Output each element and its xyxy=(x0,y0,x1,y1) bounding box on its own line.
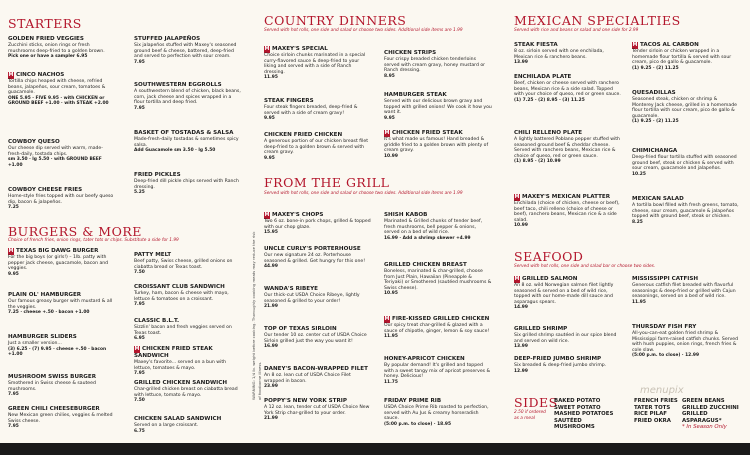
menu-item: CHICKEN FRIED CHICKEN A generous portion of our chicken breast filet deep-fried to a golden brown & served with cream gravy. 9.95 xyxy=(264,132,369,161)
menu-item: FRIED PICKLES Deep-fried dill pickle chips served with Ranch dressing. 5.25 xyxy=(134,172,239,196)
menu-item: M GRILLED SALMON An 8 oz. wild Norwegian salmon filet lightly seasoned & served on a bed of wild rice, topped with our home-made dill sauce and asparagus spears. 14.99 xyxy=(514,276,614,311)
menu-item: M CHICKEN FRIED STEAK It's what made us famous! Hand breaded & griddle fried to a golden brown with plenty of cream gravy. 10.99 xyxy=(384,130,489,159)
menu-item: GRILLED SHRIMP Six grilled shrimp sautéed in our spice blend and served on wild rice. 13.99 xyxy=(514,326,617,350)
sides-footnote: * In Season Only xyxy=(682,424,727,430)
signature-m-icon: M xyxy=(384,130,390,136)
menu-item: BASKET OF TOSTADAS & SALSA Made-fresh-daily tostadas & sometimes spicy salsa. Add Guacamole sm 3.50 · lg 5.50 xyxy=(134,130,239,154)
burgers-subtitle: Choice of french fries, onion rings, tater tots or chips. Substitute a side for 1.99 xyxy=(8,238,179,243)
grill-subtitle: Served with hot rolls, one side and salad or choose two sides. Additional side items are 1.99 xyxy=(264,191,463,196)
burgers-title: BURGERS & MORE xyxy=(8,224,142,239)
menu-item: POPPY'S NEW YORK STRIP A 12 oz. lean, tender cut of USDA Choice New York Strip char-grilled to your order. 21.99 xyxy=(264,398,370,422)
signature-m-icon: M xyxy=(384,316,390,322)
sides-title: SIDES xyxy=(514,395,558,410)
menu-item: M CINCO NACHOS Tortilla chips heaped with cheese, refried beans, jalapeños, sour cream, tomatoes & guacamole. ONE 5.95 · FIVE 9.95 · with CHICKEN or GROUND BEEF +1.00 · with STEAK +2.00 xyxy=(8,72,109,107)
menu-item: GREEN CHILI CHEESEBURGER New Mexican green chilies, veggies & melted Swiss cheese. 7.95 xyxy=(8,406,113,430)
menu-item: MISSISSIPPI CATFISH Generous catfish filet breaded with flavorful seasonings & deep-fried or grilled with Cajun seasonings, served on a bed of wild rice. 11.95 xyxy=(632,276,736,305)
menu-item: CHICKEN SALAD SANDWICH Served on a large croissant. 6.75 xyxy=(134,416,222,434)
menu-item: UNCLE CURLY'S PORTERHOUSE Our new signature 24 oz. Porterhouse seasoned & grilled. Get hungry for this one! 44.99 xyxy=(264,246,366,270)
signature-m-icon: M xyxy=(8,72,14,78)
menu-item: M TEXAS BIG DAWG BURGER For the big boys (or girls!) – 1lb. patty with pepper jack cheese, guacamole, bacon and veggies. 9.95 xyxy=(8,248,109,277)
menu-item: SHISH KABOB Marinated & Grilled chunks of tender beef, fresh mushrooms, bell pepper & onions, served on a bed of wild rice. 16.99 · Add a shrimp skewer +4.99 xyxy=(384,212,483,241)
signature-m-icon: M xyxy=(514,194,520,200)
sides-column: GREEN BEANS GRILLED ZUCCHINI GRILLED ASPARAGUS* * In Season Only xyxy=(682,398,744,431)
menu-item: M TACOS AL CARBON Tender sirloin or chicken wrapped in a homemade flour tortilla & served with sour cream, pico de gallo & guacamole. (1) 9.25 · (2) 11.25 xyxy=(632,42,732,71)
seafood-title: SEAFOOD xyxy=(514,249,584,264)
menu-item: COWBOY CHEESE FRIES Home-style fries topped with our beefy queso dip, bacon & jalapeños. 7.25 xyxy=(8,187,114,211)
menu-item: MUSHROOM SWISS BURGER Smothered in Swiss cheese & sauteed mushrooms. 7.95 xyxy=(8,374,97,398)
menu-item: CROISSANT CLUB SANDWICH Turkey, ham, bacon & cheese with mayo, lettuce & tomatoes on a croissant. 7.95 xyxy=(134,284,229,308)
country-subtitle: Served with hot rolls, one side and salad or choose two sides. Additional side items are 1.99 xyxy=(264,28,463,33)
menu-item: STUFFED JALAPEÑOS Six jalapeños stuffed with Maxey's seasoned ground beef & cheese, battered, deep-fried and served to perfection with sour cream. 7.95 xyxy=(134,36,237,65)
menu-item: M CHICKEN FRIED STEAK SANDWICH Maxey's favorite... served on a bun with lettuce, tomatoes & mayo. 7.95 xyxy=(134,346,227,377)
starters-title: STARTERS xyxy=(8,16,82,31)
menu-item: GOLDEN FRIED VEGGIES Zucchini sticks, onion rings or fresh mushrooms deep-fried to a golden brown. Pick one or have a sampler 6.95 xyxy=(8,36,105,60)
bottom-bar xyxy=(0,443,750,455)
menu-item: STEAK FINGERS Four steak fingers breaded, deep-fried & served with a side of cream gravy! 9.95 xyxy=(264,98,358,122)
menu-item: DEEP-FRIED JUMBO SHRIMP Six breaded & deep-fried jumbo shrimp. 12.99 xyxy=(514,356,607,374)
menu-item: COWBOY QUESO Our cheese dip served with warm, made-fresh-daily, tostada chips. sm 3.50 · lg 5.50 · with GROUND BEEF +1.00 xyxy=(8,139,103,168)
menu-item: M MAXEY'S MEXICAN PLATTER Enchilada (choice of chicken, cheese or beef), beef taco, chili relleno (choice of cheese or beef), ranchero beans, Mexican rice & a side salad. 10.99 xyxy=(514,194,620,229)
menu-item: M FIRE-KISSED GRILLED CHICKEN Our spicy treat char-grilled & glazed with a sauce of chipotle, ginger, lemon & soy sauce! 11.95 xyxy=(384,316,490,340)
menu-item: THURSDAY FISH FRY All-you-can-eat golden fried shrimp & Mississippi farm-raised catfish chunks. Served with hush puppies, onion rings, french fries & cole slaw. (5:00 p.m. to close) · 12.99 xyxy=(632,324,739,359)
menu-item: M MAXEY'S CHOPS Two 6 oz. bone-in pork chops, grilled & topped with our chop glaze. 15.95 xyxy=(264,212,371,236)
menu-item: CHICKEN STRIPS Four crispy breaded chicken tenderloins served with cream gravy, honey mustard or Ranch dressing. 8.95 xyxy=(384,50,486,79)
signature-m-icon: M xyxy=(264,46,270,52)
menu-item: HAMBURGER SLIDERS Just a smaller version... (3) 6.25 · (7) 9.95 · cheese +.50 · bacon +1.00 xyxy=(8,334,107,357)
signature-m-icon: M xyxy=(8,248,14,254)
grill-title: FROM THE GRILL xyxy=(264,175,390,190)
menu-item: PATTY MELT Beef patty, Swiss cheese, grilled onions on ciabatta bread or Texas toast. 7.50 xyxy=(134,252,233,276)
menu-item: GRILLED CHICKEN BREAST Boneless, marinated & char-grilled, choose from Just Plain, Hawaiian (Pineapple & Teriyaki) or Smothered (sautéed mushrooms & Swiss cheese). 10.95 xyxy=(384,262,492,297)
menu-item: DANEY'S BACON-WRAPPED FILET An 8 oz. lean cut of USDA Choice Filet wrapped in bacon. 23.99 xyxy=(264,366,368,390)
sides-column: FRENCH FRIES TATER TOTS RICE PILAF FRIED OKRA xyxy=(634,398,678,424)
menu-item: HAMBURGER STEAK Served with our delicious brown gravy and topped with grilled onions! We cook it how you want it. 9.95 xyxy=(384,92,492,121)
food-safety-warning: WARNING: 1/4 lb. weight before cooking. Thoroughly cooking meats may reduce the risk of foodborne illness. xyxy=(251,231,262,400)
mexican-title: MEXICAN SPECIALTIES xyxy=(514,13,681,28)
menu-item: M MAXEY'S SPECIAL Choice sirloin chunks marinated in a special curry-flavored sauce & deep-fried to your liking and served with a side of Ranch dressing. 11.95 xyxy=(264,46,366,81)
menu-item: MEXICAN SALAD A tortilla bowl filled with fresh greens, tomato, cheese, sour cream, guacamole & jalapeños topped with ground beef, steak or chicken. 8.25 xyxy=(632,196,739,225)
menu-item: GRILLED CHICKEN SANDWICH Char-grilled chicken breast on ciabatta bread with lettuce, tomato & mayo. 7.50 xyxy=(134,380,238,404)
sides-column: BAKED POTATO SWEET POTATO MASHED POTATOES SAUTÉED MUSHROOMS xyxy=(554,398,614,430)
menu-item: QUESADILLAS Seasoned steak, chicken or shrimp & Monterey Jack cheese, grilled in a homemade flour tortilla with sour cream, pico de gallo & guacamole. (1) 9.25 · (2) 11.25 xyxy=(632,90,737,125)
menu-item: CLASSIC B.L.T. Sizzlin' bacon and fresh veggies served on Texas toast. 6.95 xyxy=(134,318,232,342)
signature-m-icon: M xyxy=(632,42,638,48)
signature-m-icon: M xyxy=(134,346,140,352)
menu-item: TOP OF TEXAS SIRLOIN Our tender 10 oz. center cut of USDA Choice Sirloin grilled just the way you want it! 16.99 xyxy=(264,326,367,350)
menu-item: SOUTHWESTERN EGGROLLS A southwestern blend of chicken, black beans, corn, jack cheese and spices wrapped in a flour tortilla and deep fried. 7.95 xyxy=(134,82,241,111)
menu-item: PLAIN OL' HAMBURGER Our famous greasy burger with mustard & all the veggies. 7.25 · cheese +.50 · bacon +1.00 xyxy=(8,292,113,316)
menu-item: CHIMICHANGA Deep-fried flour tortilla stuffed with seasoned ground beef, steak or chicken & served with sour cream, guacamole and jalapeños. 10.25 xyxy=(632,148,737,177)
signature-m-icon: M xyxy=(514,276,520,282)
menu-item: HONEY-APRICOT CHICKEN By popular demand! It's grilled and topped with a sweet tangy mix of apricot preserves & honey. Delicious! 11.75 xyxy=(384,356,491,385)
menu-item: ENCHILADA PLATE Beef, chicken or cheese served with ranchero beans, Mexican rice & a side salad. Topped with your choice of queso, red or green sauce. (1) 7.25 · (2) 8.95 · (3) 11.25 xyxy=(514,74,621,103)
mexican-subtitle: Served with rice and beans or salad and one side for 2.99 xyxy=(514,28,639,33)
menu-item: CHILI RELLENO PLATE A lightly battered Poblano pepper stuffed with seasoned ground beef & cheddar cheese. Served with ranchero beans, Mexican rice & choice of queso, red or green sauce. (1) 8.95 · (2) 10.99 xyxy=(514,130,620,165)
menu-item: STEAK FIESTA 8 oz. sirloin served with one enchilada, Mexican rice & ranchero beans. 13.99 xyxy=(514,42,604,66)
sides-note: 2.50 if ordered as a meal xyxy=(514,410,546,421)
country-title: COUNTRY DINNERS xyxy=(264,13,407,28)
signature-m-icon: M xyxy=(264,212,270,218)
menu-item: WANDA'S RIBEYE Our thick-cut USDA Choice Ribeye, lightly seasoned & grilled to your order! 21.99 xyxy=(264,286,360,310)
menu-item: FRIDAY PRIME RIB USDA Choice Prime Rib roasted to perfection, served with Au Jus & creamy horseradish sauce. (5:00 p.m. to close) · 18.95 xyxy=(384,398,489,427)
watermark: menupix xyxy=(640,385,684,396)
seafood-subtitle: Served with hot rolls, one side and salad bar or choose two sides. xyxy=(514,264,656,269)
